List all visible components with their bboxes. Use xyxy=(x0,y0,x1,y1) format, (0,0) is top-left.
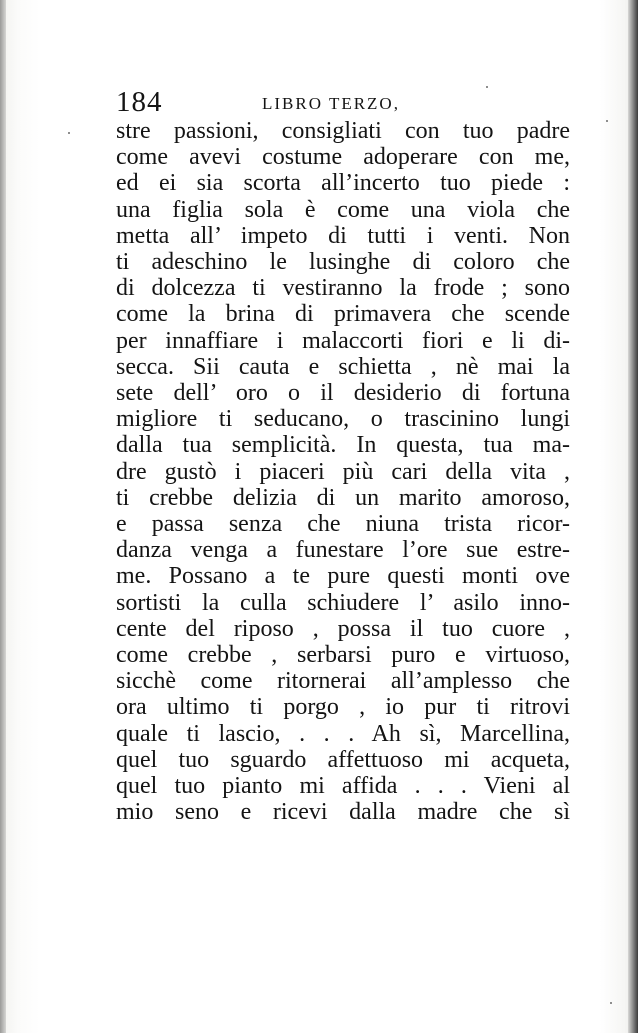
text-line: sicchè come ritornerai all’amplesso che xyxy=(116,668,570,695)
text-line: una figlia sola è come una viola che xyxy=(116,196,570,223)
text-line: come crebbe , serbarsi puro e virtuoso, xyxy=(116,642,570,669)
page-number: 184 xyxy=(116,86,163,118)
text-line: quel tuo sguardo affettuoso mi acqueta, xyxy=(116,746,570,773)
text-line: cente del riposo , possa il tuo cuore , xyxy=(116,615,570,642)
text-line: stre passioni, consigliati con tuo padre xyxy=(116,118,570,144)
paper-speck xyxy=(610,1002,612,1004)
text-line: dalla tua semplicità. In questa, tua ma- xyxy=(116,432,570,459)
text-line: secca. Sii cauta e schietta , nè mai la xyxy=(116,353,570,380)
text-line: ed ei sia scorta all’incerto tuo piede : xyxy=(116,170,570,197)
page-header xyxy=(116,86,586,122)
text-line: danza venga a funestare l’ore sue estre- xyxy=(116,537,570,564)
text-line: me. Possano a te pure questi monti ove xyxy=(116,563,570,590)
text-line: metta all’ impeto di tutti i venti. Non xyxy=(116,222,570,249)
paper-speck xyxy=(486,86,488,88)
text-line: ora ultimo ti porgo , io pur ti ritrovi xyxy=(116,694,570,721)
text-line: dre gustò i piaceri più cari della vita , xyxy=(116,458,570,485)
page-binding-edge xyxy=(0,0,6,1033)
text-line: per innaffiare i malaccorti fiori e li di- xyxy=(116,327,570,354)
paper-speck xyxy=(68,132,70,134)
text-line: come avevi costume adoperare con me, xyxy=(116,144,570,171)
text-line: come la brina di primavera che scende xyxy=(116,301,570,328)
text-line: quel tuo pianto mi affida . . . Vieni al xyxy=(116,773,570,800)
text-line: migliore ti seducano, o trascinino lungi xyxy=(116,406,570,433)
running-head: LIBRO TERZO, xyxy=(262,94,400,113)
text-line: e passa senza che niuna trista ricor- xyxy=(116,511,570,538)
page-outer-edge xyxy=(628,0,638,1033)
body-text xyxy=(116,118,570,825)
paper-speck xyxy=(606,120,608,122)
text-line: mio seno e ricevi dalla madre che sì xyxy=(116,799,570,826)
text-line: quale ti lascio, . . . Ah sì, Marcellina, xyxy=(116,720,570,747)
text-line: di dolcezza ti vestiranno la frode ; sono xyxy=(116,275,570,302)
text-line: sortisti la culla schiudere l’ asilo inno- xyxy=(116,589,570,616)
text-line: ti adeschino le lusinghe di coloro che xyxy=(116,249,570,276)
text-line: sete dell’ oro o il desiderio di fortuna xyxy=(116,380,570,407)
text-line: ti crebbe delizia di un marito amoroso, xyxy=(116,484,570,511)
